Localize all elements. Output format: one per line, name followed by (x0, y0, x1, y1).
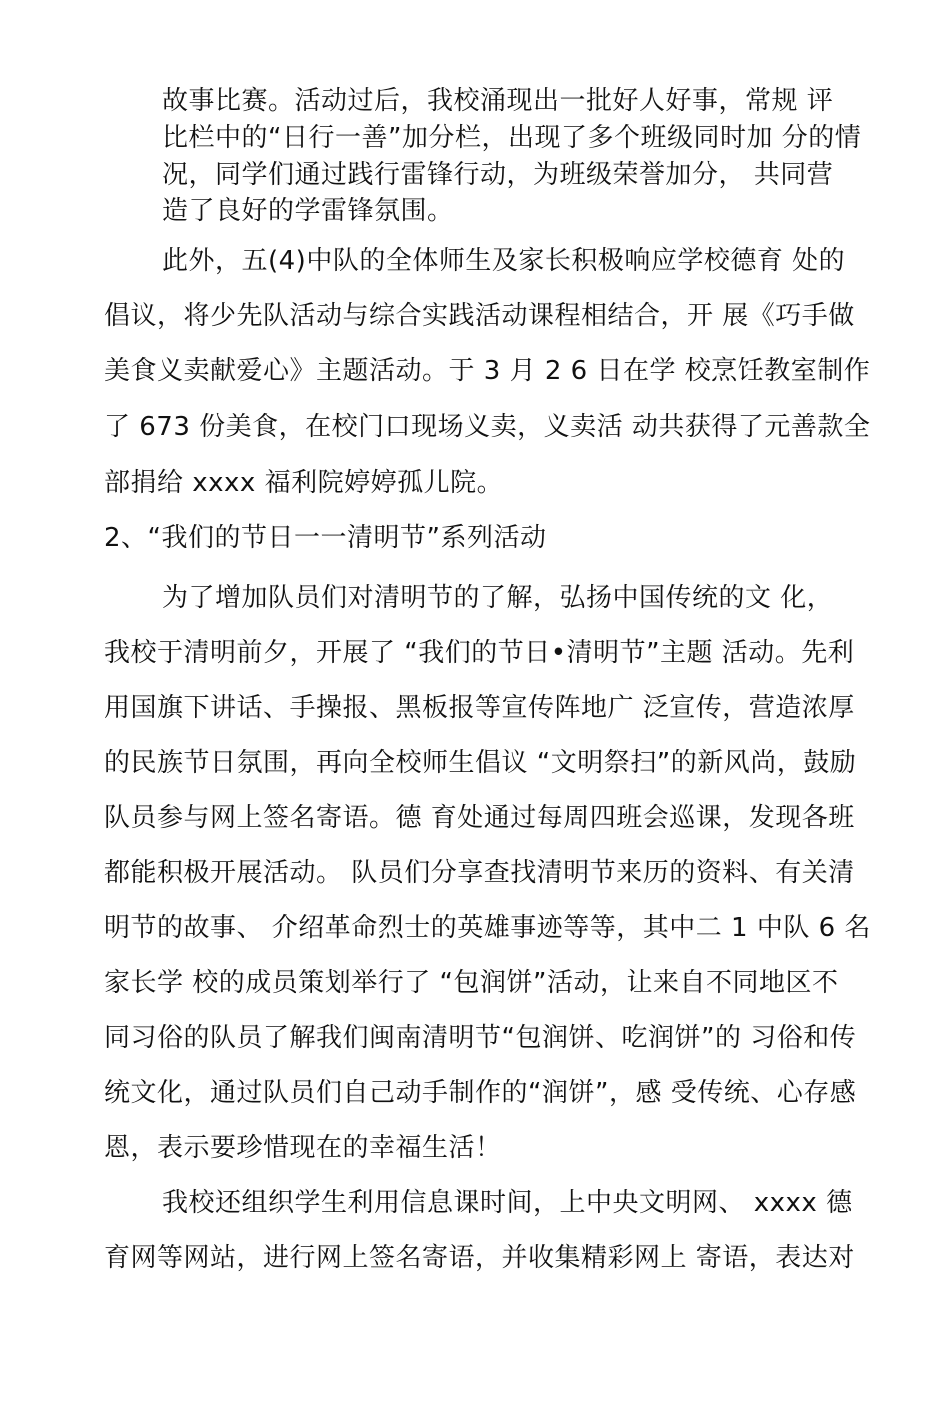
text-line: 此外，五(4)中队的全体师生及家长积极响应学校德育 处的 (162, 246, 846, 276)
text-line: 倡议，将少先队活动与综合实践活动课程相结合，开 展《巧手做 (104, 301, 855, 331)
text-line: 造了良好的学雷锋氛围。 (162, 196, 454, 226)
text-line: 的民族节日氛围，再向全校师生倡议 “文明祭扫”的新风尚，鼓励 (104, 748, 857, 778)
text-line: 统文化，通过队员们自己动手制作的“润饼”，感 受传统、心存感 (104, 1078, 857, 1108)
text-line: 同习俗的队员了解我们闽南清明节“包润饼、吃润饼”的 习俗和传 (104, 1023, 857, 1053)
text-line: 部捐给 xxxx 福利院婷婷孤儿院。 (104, 468, 504, 498)
text-line: 了 673 份美食，在校门口现场义卖，义卖活 动共获得了元善款全 (104, 412, 871, 442)
text-line: 为了增加队员们对清明节的了解，弘扬中国传统的文 化， (162, 583, 834, 613)
text-line: 用国旗下讲话、手操报、黑板报等宣传阵地广 泛宣传，营造浓厚 (104, 693, 855, 723)
text-line: 我校于清明前夕，开展了 “我们的节日•清明节”主题 活动。先利 (104, 638, 855, 668)
section-heading: 2、“我们的节日一一清明节”系列活动 (104, 523, 547, 553)
text-line: 明节的故事、 介绍革命烈士的英雄事迹等等，其中二 1 中队 6 名 (104, 913, 871, 943)
text-line: 美食义卖献爱心》主题活动。于 3 月 2 6 日在学 校烹饪教室制作 (104, 356, 871, 386)
text-line: 恩，表示要珍惜现在的幸福生活！ (104, 1133, 502, 1163)
text-line: 都能积极开展活动。 队员们分享查找清明节来历的资料、有关清 (104, 858, 855, 888)
text-line: 故事比赛。活动过后，我校涌现出一批好人好事，常规 评 (162, 86, 834, 116)
text-line: 比栏中的“日行一善”加分栏，出现了多个班级同时加 分的情 (162, 123, 862, 153)
text-line: 况，同学们通过践行雷锋行动，为班级荣誉加分， 共同营 (162, 160, 834, 190)
text-line: 家长学 校的成员策划举行了 “包润饼”活动，让来自不同地区不 (104, 968, 839, 998)
text-line: 我校还组织学生利用信息课时间，上中央文明网、 xxxx 德 (162, 1188, 853, 1218)
text-line: 队员参与网上签名寄语。德 育处通过每周四班会巡课，发现各班 (104, 803, 855, 833)
text-line: 育网等网站，进行网上签名寄语，并收集精彩网上 寄语，表达对 (104, 1243, 855, 1273)
